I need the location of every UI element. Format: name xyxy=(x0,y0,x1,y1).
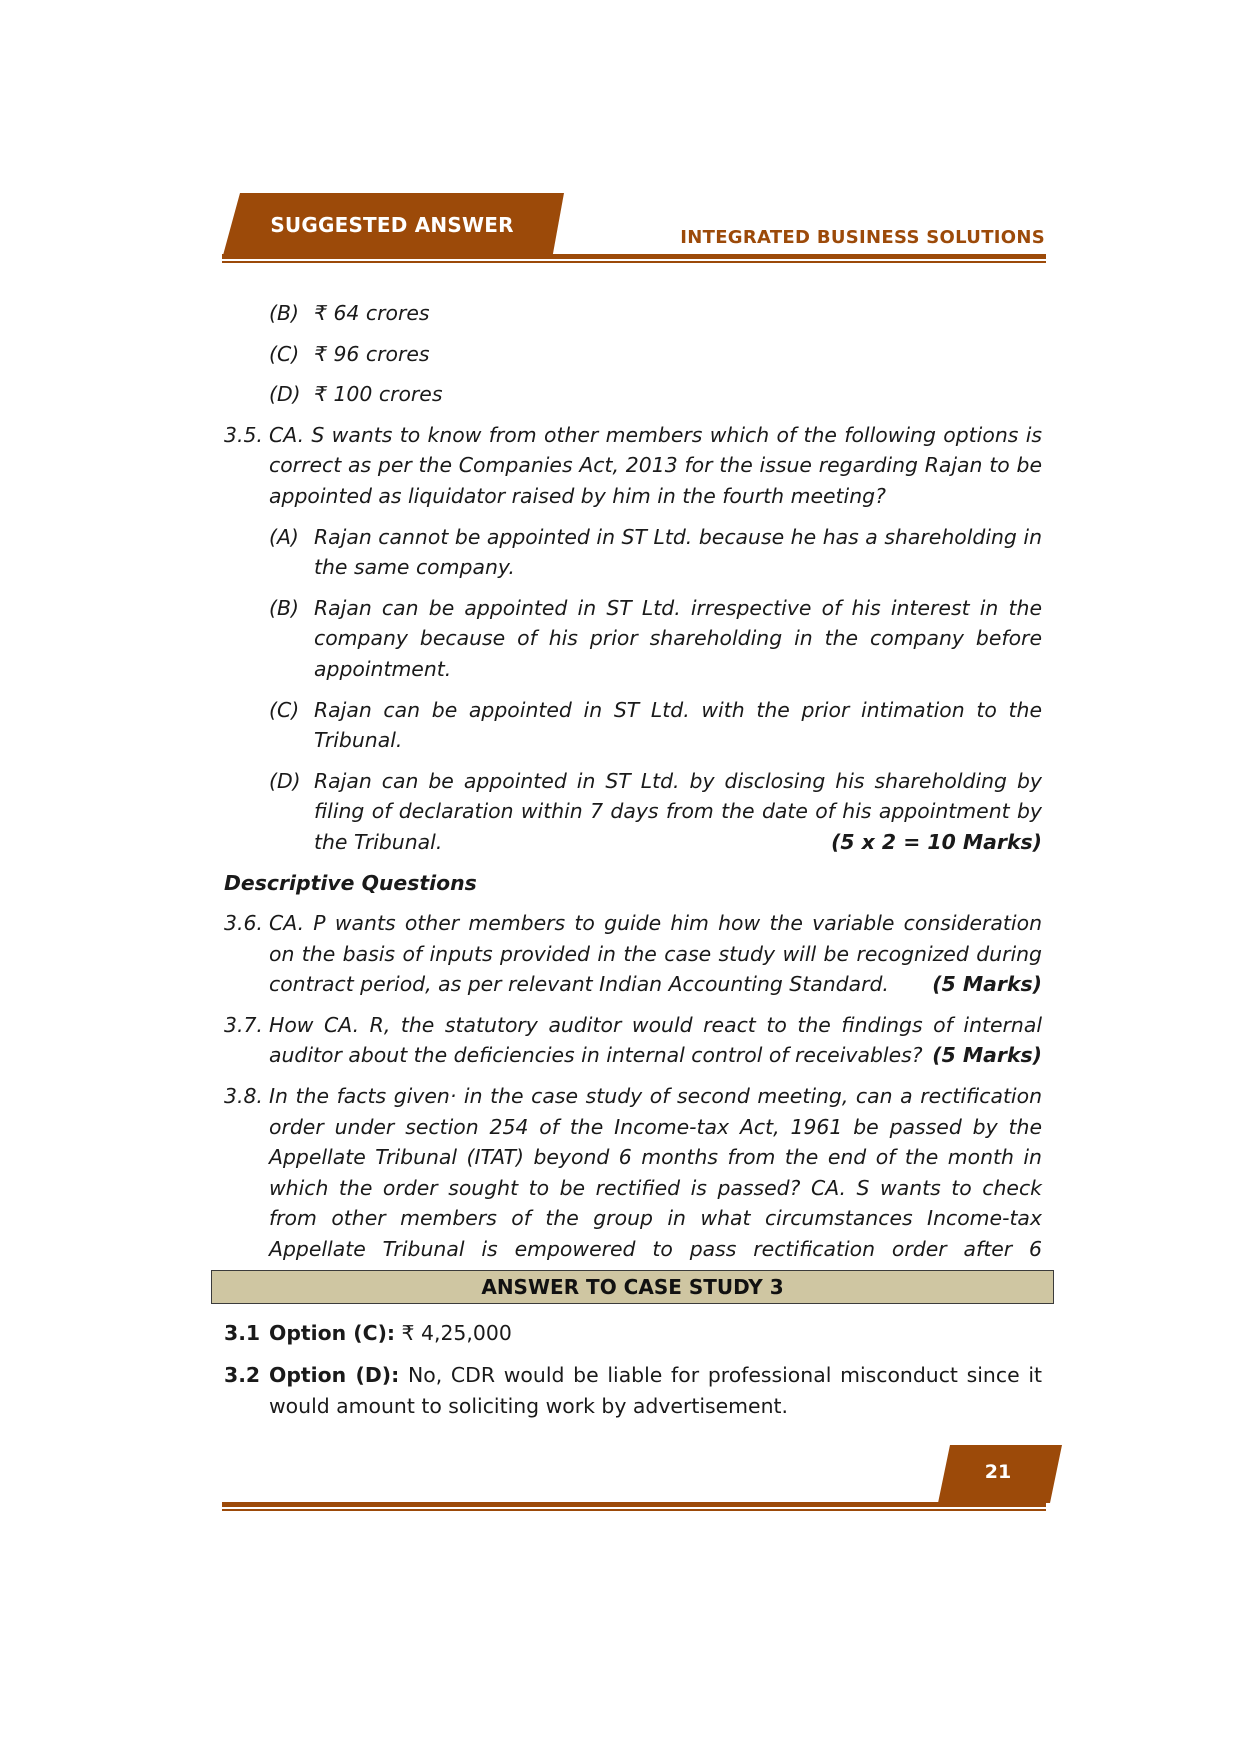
page-number: 21 xyxy=(984,1461,1012,1483)
header-title: INTEGRATED BUSINESS SOLUTIONS xyxy=(680,227,1045,248)
q35-marks: (5 x 2 = 10 Marks) xyxy=(831,829,1042,854)
footer-rule xyxy=(222,1502,1046,1511)
q37-marks: (5 Marks) xyxy=(932,1043,1042,1068)
question-number: 3.5. xyxy=(224,422,263,447)
answer-3-2: 3.2 Option (D): No, CDR would be liable for professional misconduct since it would amount to soliciting work by advertisement. xyxy=(224,1363,1042,1418)
answer-heading-box: ANSWER TO CASE STUDY 3 xyxy=(211,1270,1054,1304)
header-tab-label: SUGGESTED ANSWER xyxy=(270,213,514,237)
question-text: CA. S wants to know from other members which of the following options is correct as per the Companies Act, 2013 for the issue regarding Rajan to be appointed as liquidator raised by him in the fourth meeting? xyxy=(269,422,1042,508)
q36-marks: (5 Marks) xyxy=(932,972,1042,997)
prev-option-b: (B) ₹ 64 crores xyxy=(269,301,430,325)
q35-option-a: (A) Rajan cannot be appointed in ST Ltd. because he has a shareholding in the same company. xyxy=(269,524,1042,580)
question-3-5 xyxy=(224,420,1042,512)
prev-option-c: (C) ₹ 96 crores xyxy=(269,341,430,366)
q35-option-b: (B) Rajan can be appointed in ST Ltd. irrespective of his interest in the company because of his prior shareholding in the company before appointment. xyxy=(269,595,1042,681)
q35-option-c: (C) Rajan can be appointed in ST Ltd. with the prior intimation to the Tribunal. xyxy=(269,697,1042,753)
question-3-7: 3.7. How CA. R, the statutory auditor would react to the findings of internal auditor about the deficiencies in internal control of receivables? (5 Marks) xyxy=(224,1010,1042,1071)
page-number-tab xyxy=(938,1445,1062,1503)
question-3-8: 3.8. In the facts given· in the case study of second meeting, can a rectification order under section 254 of the Income-tax Act, 1961 be passed by the Appellate Tribunal (ITAT) beyond 6 months from the end of the month in which the order sought to be rectified is passed? CA. S wants to check from other members of the group in what circumstances Income-tax Appellate Tribunal is empowered to pass rectification order after 6 xyxy=(224,1081,1042,1295)
prev-option-d: (D) ₹ 100 crores xyxy=(269,382,443,407)
header-rule xyxy=(222,254,1046,263)
answer-3-1: 3.1 Option (C): ₹ 4,25,000 xyxy=(224,1321,512,1345)
q35-option-d: (D) Rajan can be appointed in ST Ltd. by disclosing his shareholding by filing of declaration within 7 days from the date of his appointment by the Tribunal. (5 x 2 = 10 Marks) xyxy=(224,766,1042,858)
header-tab xyxy=(222,193,564,259)
page-content xyxy=(224,298,1042,1305)
question-3-6: 3.6. CA. P wants other members to guide him how the variable consideration on the basis of inputs provided in the case study will be recognized during contract period, as per relevant Indian Accounting Standard. (5 Marks) xyxy=(224,908,1042,1000)
descriptive-heading: Descriptive Questions xyxy=(224,870,477,895)
